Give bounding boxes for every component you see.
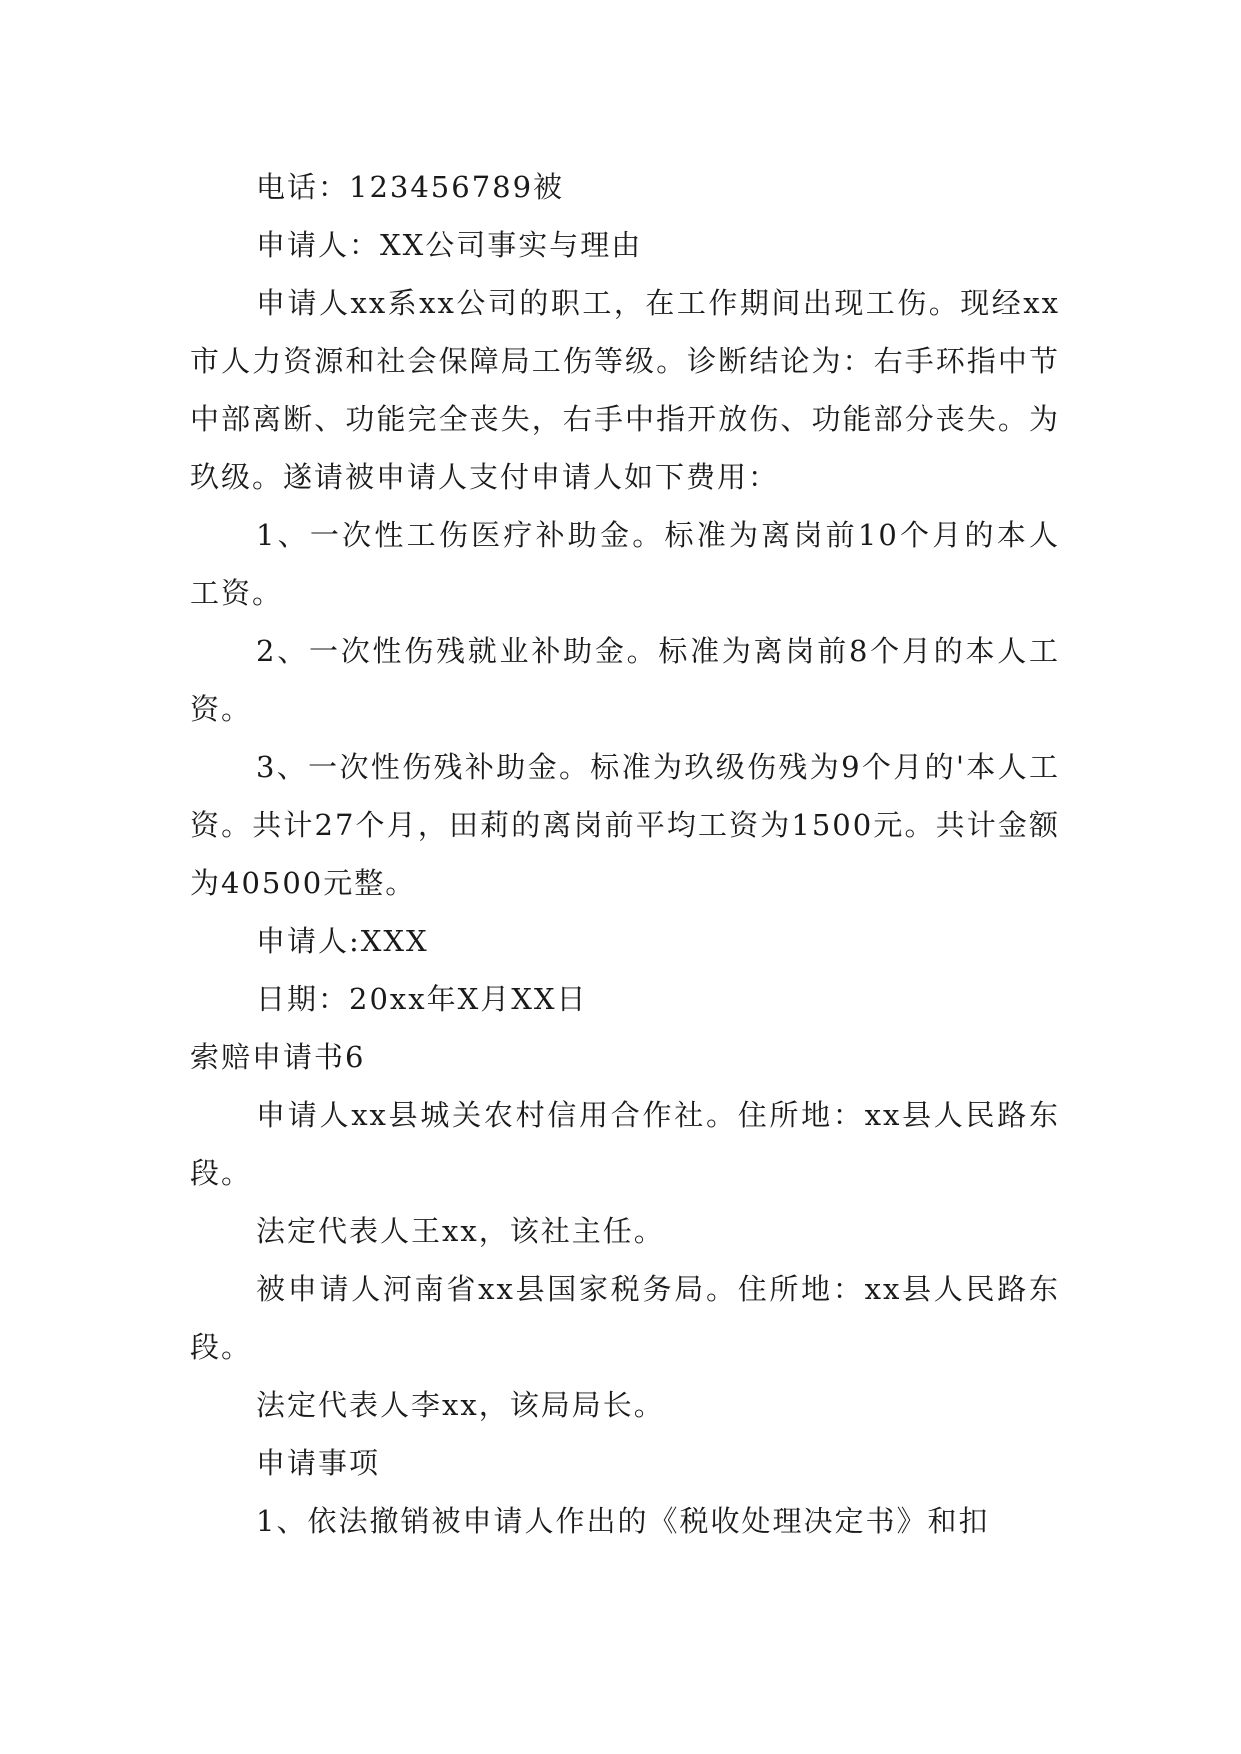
claim-item-3: 3、一次性伤残补助金。标准为玖级伤残为9个月的'本人工资。共计27个月，田莉的离岗前平均工资为1500元。共计金额为40500元整。 (190, 750, 1060, 900)
claim-item-1: 1、一次性工伤医疗补助金。标准为离岗前10个月的本人工资。 (190, 518, 1060, 610)
document-body (190, 158, 1060, 1550)
request-item-1: 1、依法撤销被申请人作出的《税收处理决定书》和扣 (256, 1504, 990, 1538)
phone-line: 电话：123456789被 (256, 170, 565, 204)
legal-representative-1: 法定代表人王xx，该社主任。 (256, 1214, 665, 1248)
respondent-line: 申请人：XX公司事实与理由 (256, 228, 643, 262)
date-line: 日期：20xx年X月XX日 (256, 982, 588, 1016)
facts-paragraph: 申请人xx系xx公司的职工，在工作期间出现工伤。现经xx市人力资源和社会保障局工伤等级。诊断结论为：右手环指中节中部离断、功能完全丧失，右手中指开放伤、功能部分丧失。为玖级。遂请被申请人支付申请人如下费用： (190, 286, 1060, 494)
section-heading: 索赔申请书6 (190, 1040, 366, 1074)
claim-item-2: 2、一次性伤残就业补助金。标准为离岗前8个月的本人工资。 (190, 634, 1060, 726)
respondent-info: 被申请人河南省xx县国家税务局。住所地：xx县人民路东段。 (190, 1272, 1060, 1364)
legal-representative-2: 法定代表人李xx，该局局长。 (256, 1388, 665, 1422)
applicant-info: 申请人xx县城关农村信用合作社。住所地：xx县人民路东段。 (190, 1098, 1060, 1190)
request-items-heading: 申请事项 (256, 1446, 381, 1480)
applicant-signature: 申请人:XXX (256, 924, 429, 958)
